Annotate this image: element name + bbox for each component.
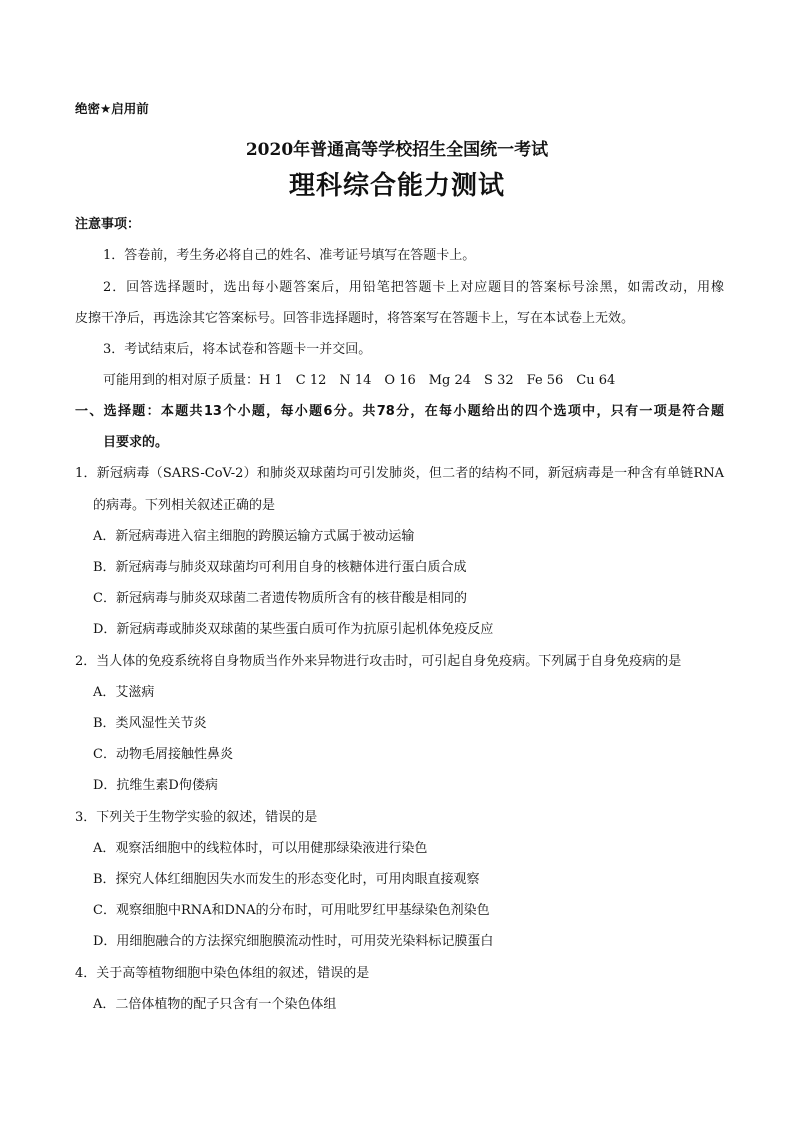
notice-item-3: 3．考试结束后，将本试卷和答题卡一并交回。 [103,342,372,357]
question-1-option-b: B．新冠病毒与肺炎双球菌均可利用自身的核糖体进行蛋白质合成 [93,560,467,575]
notice-item-1: 1．答卷前，考生务必将自己的姓名、准考证号填写在答题卡上。 [103,248,476,263]
question-2-option-a: A．艾滋病 [93,685,155,700]
question-4-stem: 4．关于高等植物细胞中染色体组的叙述，错误的是 [75,966,370,981]
question-1-stem-line-2: 的病毒。下列相关叙述正确的是 [93,498,276,513]
question-3-option-d: D．用细胞融合的方法探究细胞膜流动性时，可用荧光染料标记膜蛋白 [93,934,494,949]
question-2-option-d: D．抗维生素D佝偻病 [93,778,218,793]
confidential-label: 绝密★启用前 [75,101,149,116]
notice-heading: 注意事项： [75,217,141,232]
question-3-option-c: C．观察细胞中RNA和DNA的分布时，可用吡罗红甲基绿染色剂染色 [93,903,490,918]
section-1-heading-line-2: 目要求的。 [103,435,169,450]
question-2-option-c: C．动物毛屑接触性鼻炎 [93,747,233,762]
question-3-stem: 3．下列关于生物学实验的叙述，错误的是 [75,810,318,825]
exam-title: 2020年普通高等学校招生全国统一考试 [245,140,549,160]
atomic-masses: 可能用到的相对原子质量：H 1 C 12 N 14 O 16 Mg 24 S 32 Fe 56 Cu 64 [103,373,616,388]
question-1-stem-line-1: 1．新冠病毒（SARS-CoV-2）和肺炎双球菌均可引发肺炎，但二者的结构不同，新冠病毒是一种含有单链RNA [75,466,724,481]
main-title: 理科综合能力测试 [288,171,505,201]
question-1-option-c: C．新冠病毒与肺炎双球菌二者遗传物质所含有的核苷酸是相同的 [93,591,467,606]
question-2-option-b: B．类风湿性关节炎 [93,716,207,731]
question-3-option-b: B．探究人体红细胞因失水而发生的形态变化时，可用肉眼直接观察 [93,872,480,887]
question-1-option-d: D．新冠病毒或肺炎双球菌的某些蛋白质可作为抗原引起机体免疫反应 [93,622,494,637]
section-1-heading: 一、选择题：本题共13个小题，每小题6分。共78分，在每小题给出的四个选项中，只有一项是符合题 [75,404,724,419]
notice-item-2-line-1: 2．回答选择题时，选出每小题答案后，用铅笔把答题卡上对应题目的答案标号涂黑，如需改动，用橡 [103,280,724,295]
question-2-stem: 2．当人体的免疫系统将自身物质当作外来异物进行攻击时，可引起自身免疫病。下列属于自身免疫病的是 [75,654,682,669]
question-4-option-a: A．二倍体植物的配子只含有一个染色体组 [93,997,337,1012]
question-3-option-a: A．观察活细胞中的线粒体时，可以用健那绿染液进行染色 [93,841,428,856]
notice-item-2-line-2: 皮擦干净后，再选涂其它答案标号。回答非选择题时，将答案写在答题卡上，写在本试卷上无效。 [75,311,635,326]
question-1-option-a: A．新冠病毒进入宿主细胞的跨膜运输方式属于被动运输 [93,529,415,544]
